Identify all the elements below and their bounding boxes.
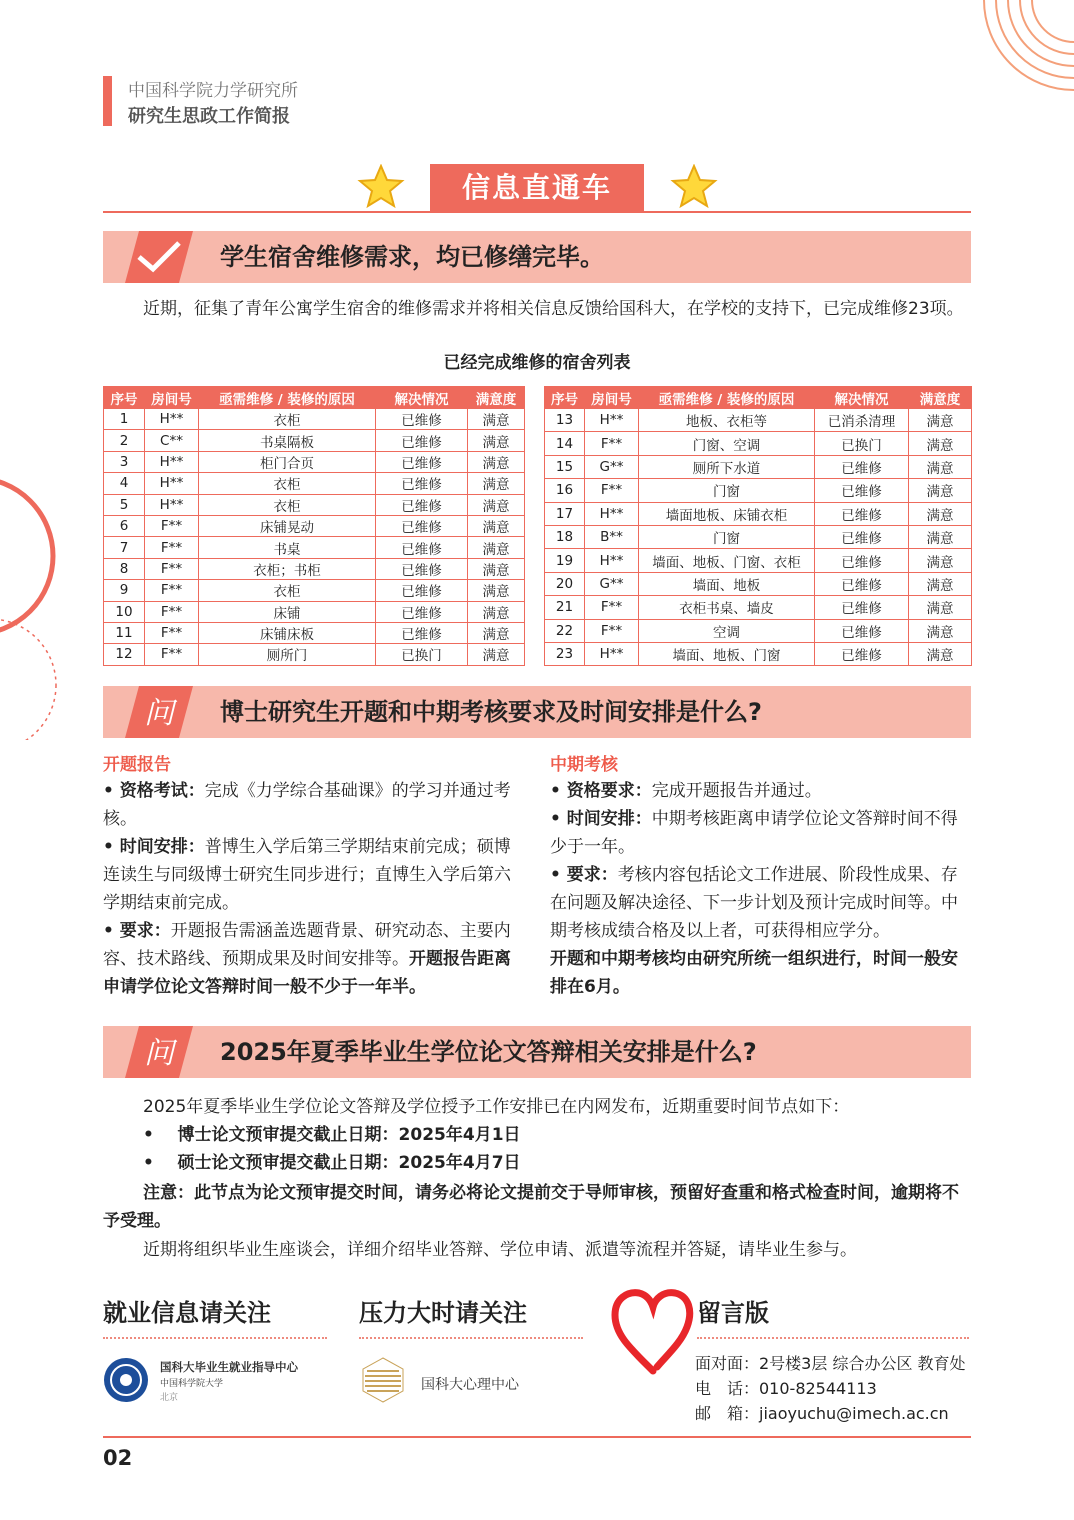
table-cell: 柜门合页 (199, 451, 376, 472)
table-cell: F** (145, 644, 199, 665)
table-cell: 已维修 (376, 580, 468, 601)
defense-bullet: • 硕士论文预审提交截止日期：2025年4月7日 (143, 1153, 521, 1173)
col-header: 房间号 (585, 387, 639, 409)
table-cell: 已维修 (376, 537, 468, 558)
contact-address: 面对面：2号楼3层 综合办公区 教育处 (695, 1354, 966, 1373)
table-cell: C** (145, 430, 199, 451)
table-cell: 3 (104, 451, 145, 472)
table-cell: 满意 (468, 601, 525, 622)
star-icon (670, 164, 718, 210)
table-cell: 6 (104, 515, 145, 536)
bullet-text: 硕士论文预审提交截止日期：2025年4月7日 (177, 1153, 521, 1173)
section-title: 2025年夏季毕业生学位论文答辩相关安排是什么? (220, 1038, 757, 1066)
table-cell: F** (145, 601, 199, 622)
table-cell: 已消杀清理 (815, 409, 909, 432)
checkmark-icon (125, 231, 193, 283)
table-cell: 门窗 (639, 479, 815, 502)
col-header: 满意度 (909, 387, 972, 409)
table-cell: 已维修 (376, 622, 468, 643)
table-row (545, 432, 972, 455)
table-cell: 已维修 (376, 409, 468, 430)
banner-rule (103, 211, 971, 213)
table-row (104, 409, 525, 430)
section-title: 学生宿舍维修需求，均已修缮完毕。 (220, 243, 604, 271)
table-row (104, 451, 525, 472)
table-cell: 衣柜 (199, 409, 376, 430)
table-cell: 满意 (468, 409, 525, 430)
table-cell: 满意 (909, 596, 972, 619)
table-cell: 床铺晃动 (199, 515, 376, 536)
contact-email: 邮 箱：jiaoyuchu@imech.ac.cn (695, 1404, 949, 1423)
table-row (104, 622, 525, 643)
table-cell: H** (145, 494, 199, 515)
table-cell: 已维修 (815, 572, 909, 595)
table-row (104, 537, 525, 558)
table-row (104, 644, 525, 665)
table-cell: 满意 (468, 558, 525, 579)
table-cell: 满意 (468, 515, 525, 536)
item-label: • 要求： (550, 865, 618, 885)
table-cell: 满意 (468, 473, 525, 494)
table-cell: 已维修 (815, 479, 909, 502)
repair-table-right (544, 386, 972, 666)
table-cell: 已维修 (815, 455, 909, 478)
table-cell: F** (145, 515, 199, 536)
table-cell: 已维修 (376, 494, 468, 515)
midterm-column (550, 750, 974, 1001)
item-label: • 时间安排： (103, 837, 205, 857)
corner-circles-decoration (964, 0, 1074, 100)
proposal-item (103, 833, 527, 917)
bullet-text: 博士论文预审提交截止日期：2025年4月1日 (177, 1125, 521, 1145)
table-cell: 满意 (468, 537, 525, 558)
table-cell: H** (145, 451, 199, 472)
section-thesis-review (103, 686, 971, 738)
table-cell: 满意 (909, 432, 972, 455)
table-row (545, 409, 972, 432)
midterm-item (550, 861, 974, 945)
table-cell: 10 (104, 601, 145, 622)
table-cell: 已维修 (815, 619, 909, 642)
table-cell: 门窗、空调 (639, 432, 815, 455)
col-header: 解决情况 (815, 387, 909, 409)
table-row (545, 479, 972, 502)
col-header: 解决情况 (376, 387, 468, 409)
section-intro: 近期，征集了青年公寓学生宿舍的维修需求并将相关信息反馈给国科大，在学校的支持下，已完成维修23项。 (143, 299, 964, 319)
table-cell: 已维修 (376, 473, 468, 494)
footer-title: 压力大时请关注 (359, 1299, 527, 1327)
table-cell: H** (585, 549, 639, 572)
table-cell: H** (585, 502, 639, 525)
table-cell: 满意 (468, 580, 525, 601)
table-cell: 已维修 (815, 502, 909, 525)
table-cell: 床铺 (199, 601, 376, 622)
psychology-center-logo-icon (359, 1356, 407, 1404)
defense-bullet: • 博士论文预审提交截止日期：2025年4月1日 (143, 1125, 521, 1145)
table-cell: 21 (545, 596, 585, 619)
table-cell: 1 (104, 409, 145, 430)
header-org: 中国科学院力学研究所 (128, 81, 298, 101)
table-cell: G** (585, 455, 639, 478)
table-cell: 已维修 (376, 558, 468, 579)
table-cell: 满意 (909, 619, 972, 642)
table-cell: F** (145, 580, 199, 601)
table-cell: 墙面、地板、门窗 (639, 642, 815, 665)
account-name: 国科大毕业生就业指导中心 (160, 1360, 298, 1374)
table-cell: 已维修 (815, 525, 909, 548)
midterm-item (550, 805, 974, 861)
defense-intro: 2025年夏季毕业生学位论文答辩及学位授予工作安排已在内网发布，近期重要时间节点如下： (143, 1097, 850, 1117)
table-cell: 已维修 (376, 430, 468, 451)
question-icon (125, 686, 193, 738)
table-cell: 已换门 (376, 644, 468, 665)
table-cell: F** (585, 619, 639, 642)
table-cell: 5 (104, 494, 145, 515)
section-defense-schedule (103, 1026, 971, 1078)
table-cell: 8 (104, 558, 145, 579)
table-cell: 墙面地板、床铺衣柜 (639, 502, 815, 525)
section-title: 博士研究生开题和中期考核要求及时间安排是什么? (220, 698, 762, 726)
table-cell: 满意 (909, 572, 972, 595)
column-heading: 开题报告 (103, 755, 171, 775)
table-cell: 22 (545, 619, 585, 642)
table-row (545, 455, 972, 478)
item-label: • 资格考试： (103, 781, 205, 801)
page-number: 02 (103, 1446, 133, 1470)
proposal-item (103, 777, 527, 833)
table-cell: H** (585, 642, 639, 665)
table-cell: 空调 (639, 619, 815, 642)
item-text: 完成《力学综合基础课》的学习并通过考核。 (103, 781, 511, 829)
table-row (545, 642, 972, 665)
table-cell: 满意 (909, 455, 972, 478)
footer-title: 就业信息请关注 (103, 1299, 271, 1327)
table-cell: H** (585, 409, 639, 432)
table-cell: 满意 (909, 409, 972, 432)
footer-rule (103, 1436, 971, 1438)
table-row (545, 619, 972, 642)
col-header: 亟需维修 / 装修的原因 (639, 387, 815, 409)
table-cell: 书桌 (199, 537, 376, 558)
table-row (104, 515, 525, 536)
table-row (104, 494, 525, 515)
table-cell: 衣柜书桌、墙皮 (639, 596, 815, 619)
question-glyph: 问 (144, 696, 174, 731)
table-row (545, 572, 972, 595)
table-cell: H** (145, 473, 199, 494)
table-row (545, 549, 972, 572)
table-cell: 地板、衣柜等 (639, 409, 815, 432)
table-cell: 14 (545, 432, 585, 455)
table-cell: 15 (545, 455, 585, 478)
col-header: 满意度 (468, 387, 525, 409)
table-cell: 13 (545, 409, 585, 432)
col-header: 序号 (104, 387, 145, 409)
star-icon (357, 164, 405, 210)
table-cell: 满意 (909, 479, 972, 502)
item-label: • 时间安排： (550, 809, 652, 829)
item-text: 完成开题报告并通过。 (651, 781, 822, 801)
col-header: 序号 (545, 387, 585, 409)
heart-icon (611, 1287, 695, 1377)
item-text: 开题报告需涵盖选题背景、研究动态、主要内容、技术路线、预期成果及时间安排等。 (103, 921, 511, 969)
table-cell: 满意 (468, 494, 525, 515)
col-header: 房间号 (145, 387, 199, 409)
table-cell: 20 (545, 572, 585, 595)
table-cell: 已维修 (376, 601, 468, 622)
column-heading: 中期考核 (550, 755, 618, 775)
defense-note: 注意：此节点为论文预审提交时间，请务必将论文提前交于导师审核，预留好查重和格式检查时间，逾期将不予受理。 (103, 1183, 959, 1231)
table-cell: 9 (104, 580, 145, 601)
ucas-logo-icon (103, 1357, 149, 1403)
item-label: • 资格要求： (550, 781, 652, 801)
table-row (104, 601, 525, 622)
col-header: 亟需维修 / 装修的原因 (199, 387, 376, 409)
table-cell: 满意 (909, 549, 972, 572)
table-cell: 厕所下水道 (639, 455, 815, 478)
table-cell: 床铺床板 (199, 622, 376, 643)
header-accent-bar (103, 76, 112, 126)
table-cell: 已维修 (815, 642, 909, 665)
account-sub: 中国科学院大学 (160, 1379, 224, 1389)
footer-title: 留言版 (697, 1299, 769, 1327)
table-cell: 满意 (909, 525, 972, 548)
table-cell: 墙面、地板 (639, 572, 815, 595)
table-cell: 7 (104, 537, 145, 558)
table-cell: 已维修 (815, 549, 909, 572)
table-row (545, 596, 972, 619)
table-caption: 已经完成维修的宿舍列表 (443, 353, 631, 373)
table-row (104, 580, 525, 601)
item-bold-text: 开题报告距离申请学位论文答辩时间一般不少于一年半。 (103, 949, 511, 997)
table-cell: F** (585, 479, 639, 502)
table-cell: 衣柜 (199, 494, 376, 515)
dotted-divider (697, 1337, 969, 1339)
table-cell: 已换门 (815, 432, 909, 455)
contact-phone: 电 话：010-82544113 (695, 1379, 877, 1398)
table-row (104, 558, 525, 579)
table-cell: F** (585, 596, 639, 619)
table-cell: 12 (104, 644, 145, 665)
table-cell: 衣柜 (199, 580, 376, 601)
table-cell: 已维修 (815, 596, 909, 619)
item-text: 考核内容包括论文工作进展、阶段性成果、存在问题及解决途径、下一步计划及预计完成时间等。中期考核成绩合格及以上者，可获得相应学分。 (550, 865, 958, 941)
table-cell: 2 (104, 430, 145, 451)
table-cell: 16 (545, 479, 585, 502)
account-name: 国科大心理中心 (421, 1377, 519, 1393)
table-cell: G** (585, 572, 639, 595)
item-text: 中期考核距离申请学位论文答辩时间不得少于一年。 (550, 809, 958, 857)
table-row (104, 430, 525, 451)
question-glyph: 问 (144, 1036, 174, 1071)
proposal-item (103, 917, 527, 1001)
table-cell: 11 (104, 622, 145, 643)
table-cell: 满意 (468, 622, 525, 643)
table-cell: 已维修 (376, 451, 468, 472)
table-cell: 满意 (909, 502, 972, 525)
table-cell: 17 (545, 502, 585, 525)
table-cell: 已维修 (376, 515, 468, 536)
table-cell: 4 (104, 473, 145, 494)
table-cell: 19 (545, 549, 585, 572)
table-cell: F** (145, 558, 199, 579)
item-label: • 要求： (103, 921, 171, 941)
table-cell: 墙面、地板、门窗、衣柜 (639, 549, 815, 572)
table-cell: 衣柜；书柜 (199, 558, 376, 579)
banner-title: 信息直通车 (430, 164, 644, 211)
item-text: 普博生入学后第三学期结束前完成；硕博连读生与同级博士研究生同步进行；直博生入学后第六学期结束前完成。 (103, 837, 511, 913)
header-publication: 研究生思政工作简报 (128, 106, 290, 127)
table-cell: F** (145, 537, 199, 558)
dotted-divider (103, 1337, 327, 1339)
table-row (545, 502, 972, 525)
table-cell: 厕所门 (199, 644, 376, 665)
proposal-column (103, 750, 527, 1001)
midterm-item (550, 777, 974, 805)
table-cell: H** (145, 409, 199, 430)
midterm-note: 开题和中期考核均由研究所统一组织进行，时间一般安排在6月。 (550, 949, 958, 997)
table-cell: 23 (545, 642, 585, 665)
contact-info (695, 1351, 966, 1426)
table-row (104, 473, 525, 494)
table-cell: F** (585, 432, 639, 455)
account-location: 北京 (160, 1393, 179, 1403)
repair-table-left (103, 386, 525, 666)
question-icon (125, 1026, 193, 1078)
table-cell: 18 (545, 525, 585, 548)
table-row (545, 525, 972, 548)
table-cell: 衣柜 (199, 473, 376, 494)
table-cell: 满意 (468, 644, 525, 665)
table-cell: F** (145, 622, 199, 643)
table-cell: 满意 (468, 451, 525, 472)
dotted-divider (359, 1337, 583, 1339)
left-arc-decoration (0, 470, 60, 740)
section-dorm-repair (103, 231, 971, 283)
table-cell: 满意 (909, 642, 972, 665)
table-cell: 门窗 (639, 525, 815, 548)
table-cell: B** (585, 525, 639, 548)
table-cell: 满意 (468, 430, 525, 451)
table-cell: 书桌隔板 (199, 430, 376, 451)
defense-closing: 近期将组织毕业生座谈会，详细介绍毕业答辩、学位申请、派遣等流程并答疑，请毕业生参与。 (143, 1240, 857, 1260)
